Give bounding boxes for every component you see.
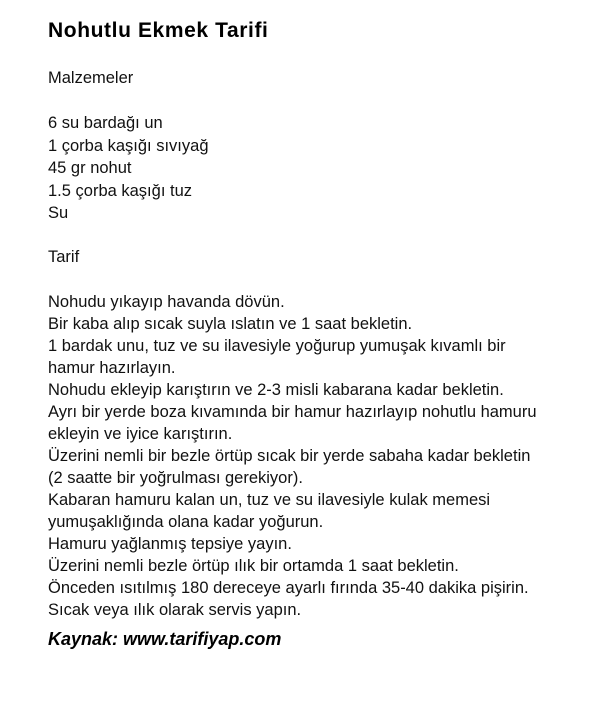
- recipe-step: Bir kaba alıp sıcak suyla ıslatın ve 1 saat bekletin.: [48, 314, 413, 333]
- recipe-step: Nohudu yıkayıp havanda dövün.: [48, 292, 285, 311]
- recipe-step: Önceden ısıtılmış 180 dereceye ayarlı fırında 35-40 dakika pişirin.: [48, 578, 529, 597]
- source-credit: Kaynak: www.tarifiyap.com: [48, 628, 282, 649]
- ingredients-list: [48, 112, 588, 225]
- recipe-step: Sıcak veya ılık olarak servis yapın.: [48, 600, 302, 619]
- ingredient-item: Su: [48, 204, 69, 222]
- ingredients-heading: Malzemeler: [48, 69, 134, 87]
- recipe-step: Üzerini nemli bezle örtüp ılık bir ortamda 1 saat bekletin.: [48, 556, 459, 575]
- ingredient-item: 1.5 çorba kaşığı tuz: [48, 181, 192, 200]
- ingredient-item: 6 su bardağı un: [48, 114, 163, 132]
- recipe-document: [48, 18, 588, 651]
- recipe-title: Nohutlu Ekmek Tarifi: [48, 19, 269, 42]
- recipe-step: Nohudu ekleyip karıştırın ve 2-3 misli kabarana kadar bekletin.: [48, 380, 504, 399]
- recipe-step: Ayrı bir yerde boza kıvamında bir hamur hazırlayıp nohutlu hamuru ekleyin ve iyice karıştırın.: [48, 402, 537, 443]
- recipe-step: Üzerini nemli bir bezle örtüp sıcak bir yerde sabaha kadar bekletin (2 saatte bir yoğrulması gerekiyor).: [48, 446, 531, 487]
- recipe-step: Kabaran hamuru kalan un, tuz ve su ilavesiyle kulak memesi yumuşaklığında olana kadar yoğurun.: [48, 490, 491, 531]
- ingredient-item: 1 çorba kaşığı sıvıyağ: [48, 136, 209, 155]
- ingredient-item: 45 gr nohut: [48, 159, 132, 177]
- recipe-heading: Tarif: [48, 247, 80, 266]
- recipe-steps-list: [48, 291, 588, 621]
- recipe-step: Hamuru yağlanmış tepsiye yayın.: [48, 534, 292, 553]
- recipe-step: 1 bardak unu, tuz ve su ilavesiyle yoğurup yumuşak kıvamlı bir hamur hazırlayın.: [48, 336, 506, 377]
